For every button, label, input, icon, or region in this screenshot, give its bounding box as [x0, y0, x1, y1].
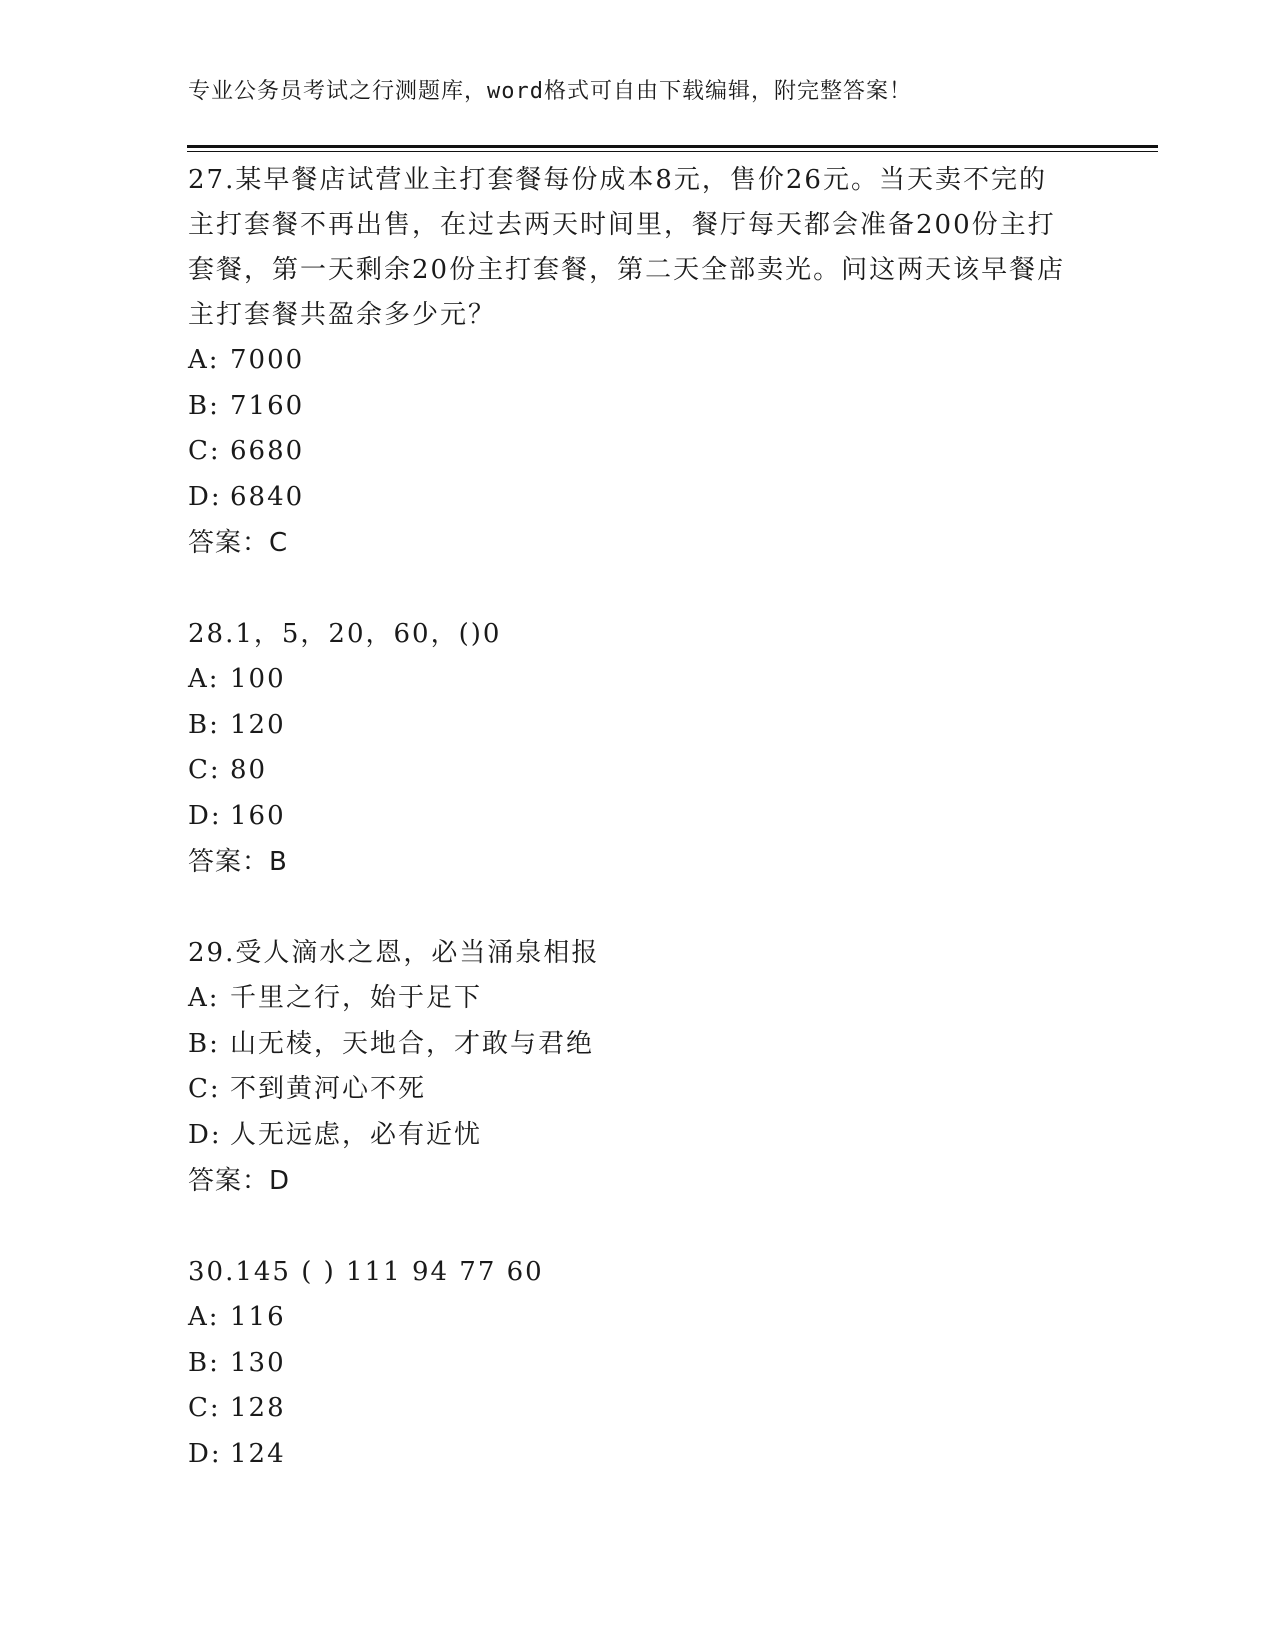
question-28 [188, 612, 1088, 885]
option-label: D: [188, 800, 222, 831]
option-a [188, 976, 1088, 1022]
option-label: C: [188, 1393, 221, 1423]
option-a [188, 657, 1088, 703]
option-text: 130 [230, 1347, 286, 1378]
option-d [188, 1432, 1088, 1478]
option-label: D: [188, 481, 222, 512]
option-text: 千里之行，始于足下 [230, 983, 483, 1013]
option-text: 7160 [230, 390, 305, 421]
option-label: B: [188, 1028, 220, 1059]
option-d [188, 475, 1088, 521]
question-stem: 28.1，5，20，60，()0 [188, 619, 502, 649]
question-stem: 27.某早餐店试营业主打套餐每份成本8元，售价26元。当天卖不完的主打套餐不再出售，在过去两天时间里，餐厅每天都会准备200份主打套餐，第一天剩余20份主打套餐，第二天全部卖光。问这两天该早餐店主打套餐共盈余多少元？ [188, 165, 1066, 330]
option-label: D: [188, 1119, 222, 1150]
answer-line: 答案：B [188, 847, 288, 877]
question-30 [188, 1250, 1088, 1477]
option-text: 116 [230, 1302, 286, 1332]
option-text: 山无棱，天地合，才敢与君绝 [230, 1028, 595, 1059]
option-text: 80 [230, 755, 268, 785]
option-text: 124 [230, 1438, 286, 1469]
option-a [188, 338, 1088, 384]
question-27 [188, 158, 1088, 566]
option-label: A: [188, 664, 220, 694]
option-a [188, 1295, 1088, 1341]
option-text: 128 [230, 1393, 286, 1423]
option-d [188, 794, 1088, 840]
option-text: 160 [230, 800, 286, 831]
question-list [188, 158, 1088, 1523]
option-text: 人无远虑，必有近忧 [230, 1119, 483, 1150]
question-stem: 29.受人滴水之恩，必当涌泉相报 [188, 938, 600, 968]
option-text: 6840 [230, 481, 305, 512]
option-text: 7000 [230, 345, 305, 375]
option-b [188, 384, 1088, 430]
option-label: C: [188, 436, 221, 466]
option-text: 120 [230, 709, 286, 740]
option-label: C: [188, 1074, 221, 1104]
question-29 [188, 931, 1088, 1204]
answer-line: 答案：C [188, 528, 289, 558]
option-label: A: [188, 345, 220, 375]
option-label: B: [188, 709, 220, 740]
option-b [188, 1341, 1088, 1387]
option-c [188, 748, 1088, 794]
option-text: 6680 [230, 436, 305, 466]
header-divider-thin [187, 151, 1158, 152]
option-label: A: [188, 1302, 220, 1332]
option-label: A: [188, 983, 220, 1013]
option-label: D: [188, 1438, 222, 1469]
header-divider-thick [187, 145, 1158, 148]
option-b [188, 1022, 1088, 1068]
option-d [188, 1113, 1088, 1159]
option-c [188, 1067, 1088, 1113]
question-stem: 30.145 ( ) 111 94 77 60 [188, 1257, 544, 1287]
answer-line: 答案：D [188, 1166, 291, 1196]
option-text: 不到黄河心不死 [230, 1074, 427, 1104]
option-c [188, 1386, 1088, 1432]
page-header: 专业公务员考试之行测题库，word格式可自由下载编辑，附完整答案！ [188, 79, 912, 104]
option-b [188, 703, 1088, 749]
option-text: 100 [230, 664, 286, 694]
option-label: B: [188, 390, 220, 421]
option-c [188, 429, 1088, 475]
option-label: C: [188, 755, 221, 785]
option-label: B: [188, 1347, 220, 1378]
